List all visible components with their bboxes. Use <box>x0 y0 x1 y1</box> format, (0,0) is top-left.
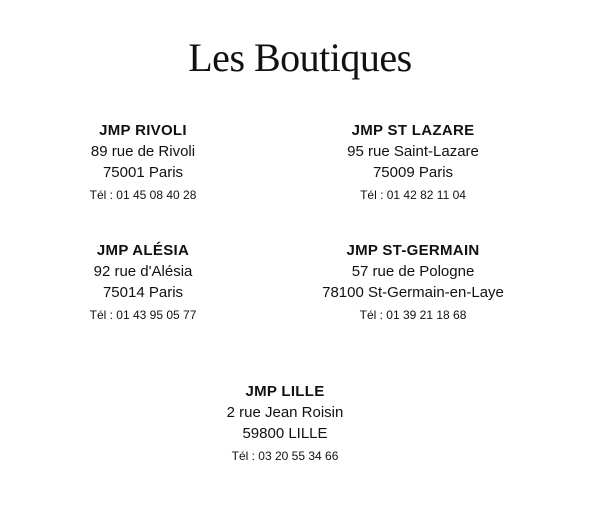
store-street: 89 rue de Rivoli <box>90 143 196 160</box>
store-name: JMP ST LAZARE <box>351 122 475 139</box>
store-card-st-lazare <box>273 120 553 206</box>
store-phone[interactable]: Tél : 01 45 08 40 28 <box>89 188 197 202</box>
store-street: 95 rue Saint-Lazare <box>347 143 479 160</box>
store-name: JMP ST-GERMAIN <box>346 242 480 259</box>
store-name: JMP RIVOLI <box>99 122 187 139</box>
store-city: 75014 Paris <box>102 284 184 301</box>
store-street: 2 rue Jean Roisin <box>226 404 344 421</box>
store-street: 57 rue de Pologne <box>351 263 475 280</box>
store-city: 75009 Paris <box>372 164 454 181</box>
store-street: 92 rue d'Alésia <box>93 263 193 280</box>
store-card-alesia <box>3 240 283 326</box>
store-city: 75001 Paris <box>102 164 184 181</box>
page-title: Les Boutiques <box>188 35 412 80</box>
store-card-rivoli <box>3 120 283 206</box>
store-city: 78100 St-Germain-en-Laye <box>322 284 504 301</box>
store-card-lille <box>145 381 425 467</box>
store-name: JMP ALÉSIA <box>96 242 190 259</box>
store-phone[interactable]: Tél : 01 43 95 05 77 <box>89 308 197 322</box>
store-phone[interactable]: Tél : 03 20 55 34 66 <box>231 449 339 463</box>
store-name: JMP LILLE <box>245 383 325 400</box>
store-card-st-germain <box>273 240 553 326</box>
store-phone[interactable]: Tél : 01 39 21 18 68 <box>359 308 467 322</box>
store-city: 59800 LILLE <box>242 425 328 442</box>
store-phone[interactable]: Tél : 01 42 82 11 04 <box>360 188 466 202</box>
